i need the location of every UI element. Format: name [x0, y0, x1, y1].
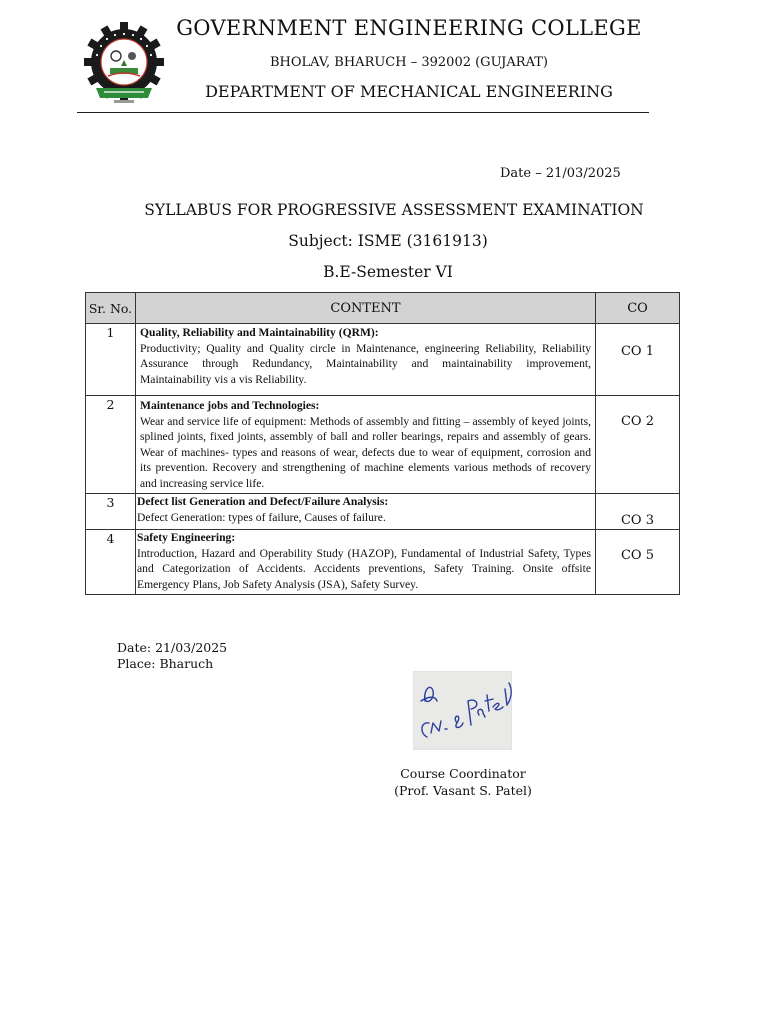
signature-image: [413, 671, 512, 750]
row-sr-no: 4: [86, 530, 136, 595]
table-row: [86, 396, 680, 494]
row-heading: Maintenance jobs and Technologies:: [140, 399, 320, 412]
row-heading: Quality, Reliability and Maintainability (QRM):: [140, 326, 379, 339]
row-content: [136, 396, 596, 494]
table-row: [86, 530, 680, 595]
row-co: CO 1: [596, 324, 680, 396]
header-divider: [77, 112, 649, 113]
row-body: Productivity; Quality and Quality circle in Maintenance, engineering Reliability, Reliability Assurance through Redundancy, Maintainability and maintainability improvement, Maintainability vis a vis Reliability.: [140, 341, 591, 386]
row-co: CO 5: [596, 530, 680, 595]
table-header-row: [86, 293, 680, 324]
row-co: CO 3: [596, 494, 680, 530]
table-row: [86, 494, 680, 530]
footer-date: Date: 21/03/2025: [117, 640, 228, 655]
subject-line: Subject: ISME (3161913): [288, 232, 488, 250]
row-co: CO 2: [596, 396, 680, 494]
college-address: BHOLAV, BHARUCH – 392002 (GUJARAT): [269, 55, 548, 70]
row-heading: Safety Engineering:: [137, 531, 236, 544]
row-content: [136, 324, 596, 396]
syllabus-table: [85, 292, 680, 595]
row-content: [136, 494, 596, 530]
row-body: Defect Generation: types of failure, Causes of failure.: [137, 510, 386, 524]
header-sr-no: Sr. No.: [86, 293, 136, 324]
exam-title: SYLLABUS FOR PROGRESSIVE ASSESSMENT EXAMINATION: [144, 201, 644, 219]
row-heading: Defect list Generation and Defect/Failure Analysis:: [137, 495, 389, 508]
row-sr-no: 1: [86, 324, 136, 396]
row-body: Wear and service life of equipment: Methods of assembly and fitting – assembly of keyed joints, splined joints, fixed joints, assembly of ball and roller bearings, repairs and assembly of gears. Wear of machines- types and reasons of wear, defects due to wear of equipment, corrosion and its prevention. Recovery and strengthening of machine elements various methods of recovery and increasing service life.: [140, 414, 591, 490]
department-name: DEPARTMENT OF MECHANICAL ENGINEERING: [205, 82, 613, 101]
table-row: [86, 324, 680, 396]
document-date: Date – 21/03/2025: [500, 166, 621, 181]
college-name: GOVERNMENT ENGINEERING COLLEGE: [176, 16, 642, 40]
header-co: CO: [596, 293, 680, 324]
coordinator-role: Course Coordinator: [400, 766, 526, 781]
row-content: [136, 530, 596, 595]
row-sr-no: 2: [86, 396, 136, 494]
header-content: CONTENT: [136, 293, 596, 324]
row-body: Introduction, Hazard and Operability Study (HAZOP), Fundamental of Industrial Safety, Types and Categorization of Accidents. Accidents preventions, Safety Training. Onsite offsite Emergency Plans, Job Safety Analysis (JSA), Safety Survey.: [137, 546, 591, 591]
footer-place: Place: Bharuch: [117, 656, 214, 671]
semester-line: B.E-Semester VI: [323, 263, 453, 281]
coordinator-name: (Prof. Vasant S. Patel): [394, 783, 532, 798]
row-sr-no: 3: [86, 494, 136, 530]
